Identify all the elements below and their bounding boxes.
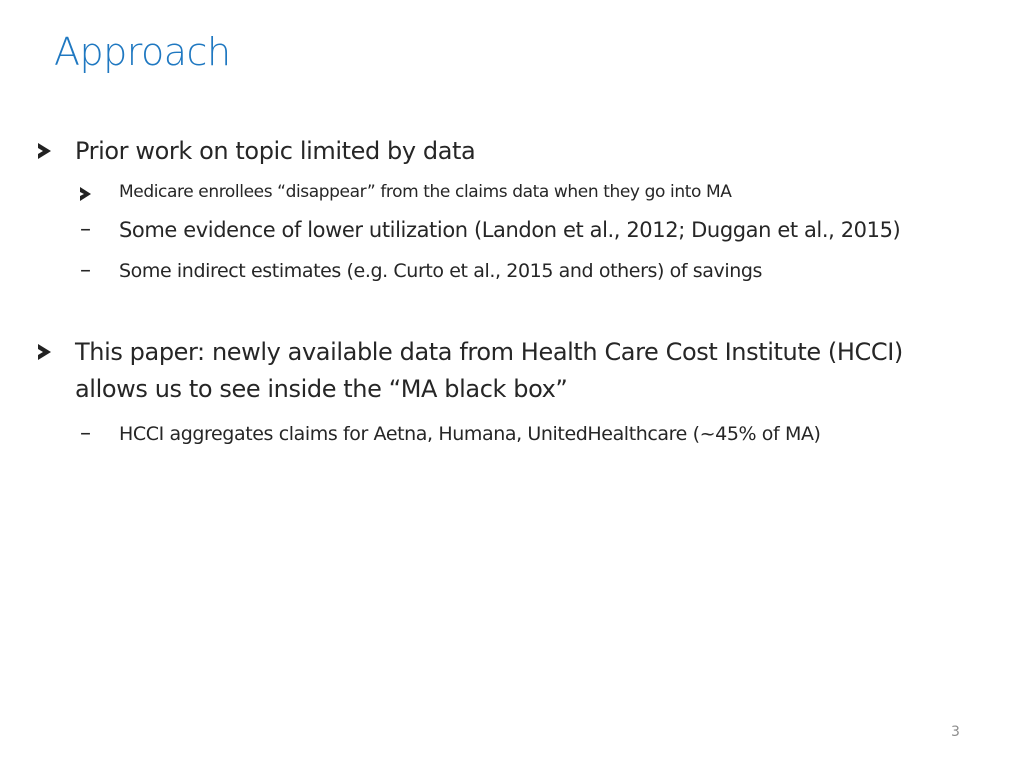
arrow-bullet-icon	[38, 344, 51, 364]
bullet-1-3-text: Some indirect estimates (e.g. Curto et al., 2015 and others) of savings	[119, 260, 763, 282]
dash-bullet: –	[80, 258, 91, 283]
page-number: 3	[951, 724, 960, 740]
bullet-2-1-text: HCCI aggregates claims for Aetna, Humana, UnitedHealthcare (~45% of MA)	[119, 423, 821, 445]
bullet-2-text-line-2: allows us to see inside the “MA black box”	[75, 375, 568, 403]
arrow-bullet-icon	[38, 143, 51, 163]
bullet-2-text-line-1: This paper: newly available data from Health Care Cost Institute (HCCI)	[75, 338, 903, 366]
dash-bullet: –	[80, 421, 91, 446]
arrow-sub-bullet-icon	[80, 186, 91, 205]
dash-bullet: –	[80, 217, 91, 242]
bullet-1-2-text: Some evidence of lower utilization (Landon et al., 2012; Duggan et al., 2015)	[119, 218, 901, 242]
slide-title: Approach	[54, 30, 231, 74]
bullet-1-1-text: Medicare enrollees “disappear” from the claims data when they go into MA	[119, 182, 732, 202]
bullet-1-text: Prior work on topic limited by data	[75, 137, 476, 165]
